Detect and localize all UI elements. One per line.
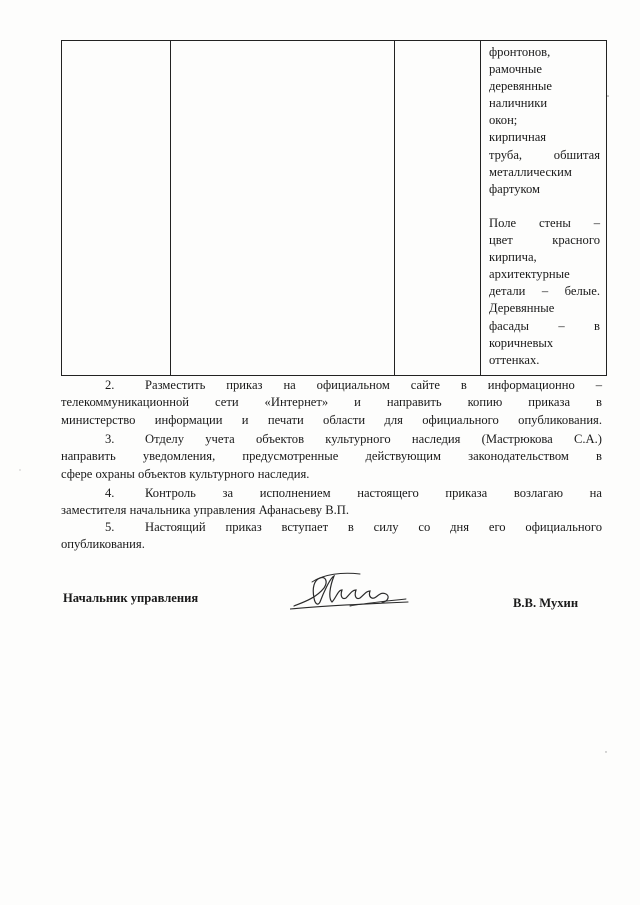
cell-line: кирпича, (489, 250, 537, 265)
paragraph-number: 5. (105, 520, 115, 534)
signatory-title: Начальник управления (63, 591, 199, 605)
paragraph-line: опубликования. (61, 537, 145, 552)
cell-description-text (481, 41, 606, 369)
paragraph-line: министерство информации и печати области для официального опубликования. (61, 412, 602, 427)
cell-line: фартуком (489, 181, 541, 196)
cell-line: фасады – в (489, 318, 600, 333)
paragraph-text: Настоящий приказ вступает в силу со дня его официального (145, 520, 602, 534)
table-cell-description (481, 41, 607, 376)
paragraph-line (61, 431, 602, 448)
cell-line: детали – белые. (489, 284, 600, 299)
paragraph-5 (61, 519, 602, 554)
paragraph-text: Отделу учета объектов культурного наследия (Мастрюкова С.А.) (145, 432, 602, 446)
paragraph-line (61, 377, 602, 394)
table-row (62, 41, 607, 376)
signatory-name: В.В. Мухин (513, 596, 579, 610)
paragraph-3 (61, 431, 602, 483)
cell-line: фронтонов, (489, 45, 551, 59)
paragraph-text: Контроль за исполнением настоящего приказа возлагаю на (145, 486, 602, 500)
cell-line: Поле стены – (489, 215, 600, 230)
cell-line: оттенках. (489, 352, 540, 367)
handwritten-signature (290, 568, 410, 612)
table-cell-3 (395, 41, 481, 376)
paragraph-line: направить уведомления, предусмотренные действующим законодательством в (61, 449, 602, 464)
cell-line: кирпичная (489, 130, 547, 145)
cell-line: окон; (489, 113, 518, 128)
cell-line: рамочные (489, 62, 542, 77)
paragraph-number: 4. (105, 486, 115, 500)
cell-line: труба, обшитая (489, 147, 600, 162)
paragraph-line: сфере охраны объектов культурного наследия. (61, 466, 310, 481)
paragraph-line (61, 485, 602, 502)
paragraph-text: Разместить приказ на официальном сайте в информационно – (145, 378, 602, 392)
table-cell-1 (62, 41, 171, 376)
paragraph-number: 2. (105, 378, 115, 392)
paragraph-line: телекоммуникационной сети «Интернет» и направить копию приказа в (61, 395, 602, 410)
cell-line: деревянные (489, 79, 552, 94)
paragraph-line (61, 519, 602, 536)
paragraph-number: 3. (105, 432, 115, 446)
objects-table (61, 40, 607, 376)
paragraph-line: заместителя начальника управления Афанасьеву В.П. (61, 503, 349, 518)
paragraph-4 (61, 485, 602, 520)
cell-line: цвет красного (489, 233, 600, 248)
cell-line: коричневых (489, 335, 554, 350)
cell-line: Деревянные (489, 301, 555, 316)
cell-line: архитектурные (489, 267, 570, 282)
paragraph-2 (61, 377, 602, 429)
cell-line: металлическим (489, 164, 572, 179)
cell-line (489, 198, 600, 215)
cell-line: наличники (489, 96, 548, 111)
table-cell-2 (171, 41, 395, 376)
